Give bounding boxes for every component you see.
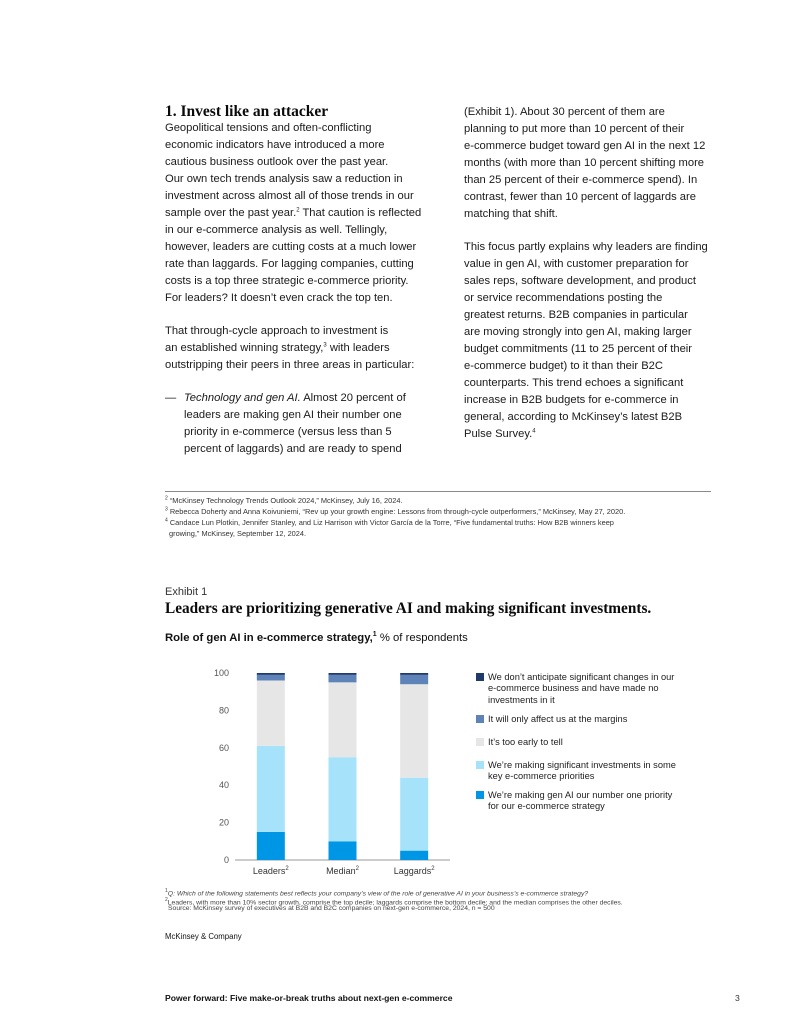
y-tick-label: 80	[218, 705, 229, 716]
x-tick-label: Leaders$^2$	[252, 866, 289, 876]
bar-segment	[400, 778, 428, 851]
body-text: Pulse Survey.	[464, 428, 533, 440]
chart-footnote-text: Q: Which of the following statements best reflects your company’s view of the role of generative AI in your business’s e-commerce strategy?	[167, 890, 589, 898]
body-line: budget commitments (11 to 25 percent of their	[464, 343, 693, 355]
x-tick-sup: 2	[431, 866, 435, 872]
chart-title-sup: 1	[372, 631, 377, 638]
body-line: however, leaders are cutting costs at a much lower	[165, 241, 417, 253]
footnote-text: growing,” McKinsey, September 12, 2024.	[169, 529, 307, 538]
footnote-text: Rebecca Doherty and Anna Koivuniemi, “Rev up your growth engine: Lessons from through-cycle outperformers,” McKinsey, May 27, 2020.	[169, 507, 626, 516]
bullet-line	[184, 390, 406, 407]
body-line: That through-cycle approach to investment is	[165, 325, 389, 337]
body-line: increase in B2B budgets for e-commerce in	[464, 394, 679, 406]
body-line: outstripping their peers in three areas in particular:	[165, 359, 415, 371]
bar-segment	[400, 684, 428, 778]
body-text: with leaders	[326, 342, 390, 354]
body-line: months (with more than 10 percent shifting more	[464, 157, 705, 169]
bar-segment	[329, 757, 357, 841]
body-line: economic indicators have introduced a more	[165, 139, 385, 151]
chart-footnote-text: Leaders, with more than 10% sector growth, comprise the top decile; laggards comprise the bottom decile; and the median comprises the other deciles.	[167, 899, 623, 907]
x-tick-label: Laggards$^2$	[393, 866, 435, 876]
body-text: sample over the past year.	[165, 207, 297, 219]
legend-label: e-commerce business and have made no	[488, 683, 659, 694]
bar-segment	[329, 682, 357, 757]
legend-label: It’s too early to tell	[488, 737, 563, 747]
legend-swatch	[476, 673, 484, 681]
x-tick-sup: 2	[355, 866, 359, 872]
brand-name: McKinsey & Company	[165, 932, 242, 941]
bar-segment	[329, 673, 357, 675]
body-line: rate than laggards. For lagging companies, cutting	[165, 258, 414, 270]
body-line: costs is a top three strategic e-commerce priority.	[165, 275, 409, 287]
legend-label: We don’t anticipate significant changes in our	[488, 672, 675, 682]
y-tick-label: 20	[218, 817, 229, 828]
y-tick-label: 100	[213, 668, 229, 678]
bar-segment	[257, 832, 285, 860]
section-heading: 1. Invest like an attacker	[165, 103, 329, 120]
body-line: Geopolitical tensions and often-conflicting	[165, 122, 372, 134]
legend-label: key e-commerce priorities	[488, 771, 595, 782]
body-line: e-commerce budget) to it than their B2C	[464, 360, 663, 372]
chart-footnote-num: 2	[165, 897, 168, 903]
bullet-line: percent of laggards) and are ready to spend	[184, 443, 402, 455]
bullet-dash: —	[165, 392, 177, 404]
body-line: sales reps, software development, and product	[464, 275, 696, 287]
footnote-number: 2	[165, 495, 168, 502]
bar-segment	[400, 673, 428, 675]
body-line: Our own tech trends analysis saw a reduction in	[165, 173, 403, 185]
body-line: contrast, fewer than 10 percent of laggards are	[464, 191, 696, 203]
footnote	[165, 507, 625, 517]
bar-segment	[257, 675, 285, 681]
footer-title: Power forward: Five make-or-break truths about next-gen e-commerce	[165, 993, 453, 1003]
body-text: an established winning strategy,	[165, 342, 324, 354]
bullet-line: priority in e-commerce (versus less than 5	[184, 426, 392, 438]
footnote-text: Candace Lun Plotkin, Jennifer Stanley, and Liz Harrison with Victor García de la Torre, “Five fundamental truths: How B2B winners keep	[169, 518, 614, 527]
x-tick-sup: 2	[285, 866, 289, 872]
legend-label: It will only affect us at the margins	[488, 714, 628, 724]
body-line: than 25 percent of their e-commerce spend). In	[464, 174, 698, 186]
body-line	[464, 426, 536, 443]
bar-segment	[400, 675, 428, 684]
footnote-ref[interactable]: 2	[296, 207, 300, 214]
chart-footnote-num: 1	[165, 888, 168, 894]
footnote-number: 4	[165, 517, 168, 524]
chart-title-rest: % of respondents	[376, 631, 468, 644]
body-line: planning to put more than 10 percent of their	[464, 123, 685, 135]
chart-title-bold: Role of gen AI in e-commerce strategy,	[165, 631, 373, 644]
footnote	[165, 496, 403, 506]
body-line: investment across almost all of those trends in our	[165, 190, 414, 202]
body-line: value in gen AI, with customer preparation for	[464, 258, 689, 270]
legend-label: We’re making significant investments in some	[488, 760, 676, 770]
legend-swatch	[476, 715, 484, 723]
y-tick-label: 40	[218, 780, 229, 791]
footnote-divider	[165, 491, 711, 492]
y-tick-label: 60	[218, 742, 229, 753]
bar-segment	[400, 851, 428, 860]
exhibit-title: Leaders are prioritizing generative AI and making significant investments.	[165, 600, 652, 617]
legend-label: We’re making gen AI our number one priority	[488, 790, 673, 800]
body-line: This focus partly explains why leaders are finding	[464, 241, 708, 253]
legend-label: investments in it	[488, 694, 555, 705]
bar-segment	[329, 675, 357, 682]
body-line: or service recommendations posting the	[464, 292, 663, 304]
bar-segment	[257, 680, 285, 745]
footnote-ref[interactable]: 3	[323, 342, 327, 349]
body-line: counterparts. This trend echoes a significant	[464, 377, 684, 389]
body-line: greatest returns. B2B companies in particular	[464, 309, 688, 321]
body-line: (Exhibit 1). About 30 percent of them are	[464, 106, 665, 118]
footnote-ref[interactable]: 4	[532, 428, 536, 435]
y-tick-label: 0	[223, 855, 229, 865]
chart-source: Source: McKinsey survey of executives at B2B and B2C companies on next-gen e-commerce, 2024, n = 500	[168, 905, 495, 912]
body-text: Almost 20 percent of	[300, 392, 406, 404]
footnote	[165, 518, 614, 528]
bar-segment	[257, 746, 285, 832]
body-line: in our e-commerce analysis as well. Tellingly,	[165, 224, 388, 236]
footnote-text: “McKinsey Technology Trends Outlook 2024,” McKinsey, July 16, 2024.	[169, 496, 403, 505]
footnote-number: 3	[165, 506, 168, 513]
legend-swatch	[476, 738, 484, 746]
bar-segment	[257, 673, 285, 675]
body-line: For leaders? It doesn’t even crack the top ten.	[165, 292, 393, 304]
exhibit-label: Exhibit 1	[165, 586, 208, 598]
body-line: e-commerce budget toward gen AI in the next 12	[464, 140, 706, 152]
x-tick-label: Median$^2$	[326, 866, 359, 876]
body-line: general, according to McKinsey’s latest B2B	[464, 411, 683, 423]
legend-swatch	[476, 791, 484, 799]
legend-label: for our e-commerce strategy	[488, 801, 605, 812]
chart-title	[165, 631, 468, 644]
bullet-emphasis: Technology and gen AI.	[184, 392, 301, 404]
footnote	[169, 529, 306, 539]
body-line: matching that shift.	[464, 208, 558, 220]
body-line: cautious business outlook over the past year.	[165, 156, 389, 168]
body-line: are moving strongly into gen AI, making larger	[464, 326, 692, 338]
body-text: That caution is reflected	[299, 207, 422, 219]
legend-swatch	[476, 761, 484, 769]
body-line	[165, 340, 390, 357]
page-number: 3	[735, 993, 740, 1003]
stacked-bar-chart	[165, 660, 465, 880]
body-line	[165, 205, 421, 222]
bar-segment	[329, 841, 357, 860]
bullet-line: leaders are making gen AI their number one	[184, 409, 402, 421]
